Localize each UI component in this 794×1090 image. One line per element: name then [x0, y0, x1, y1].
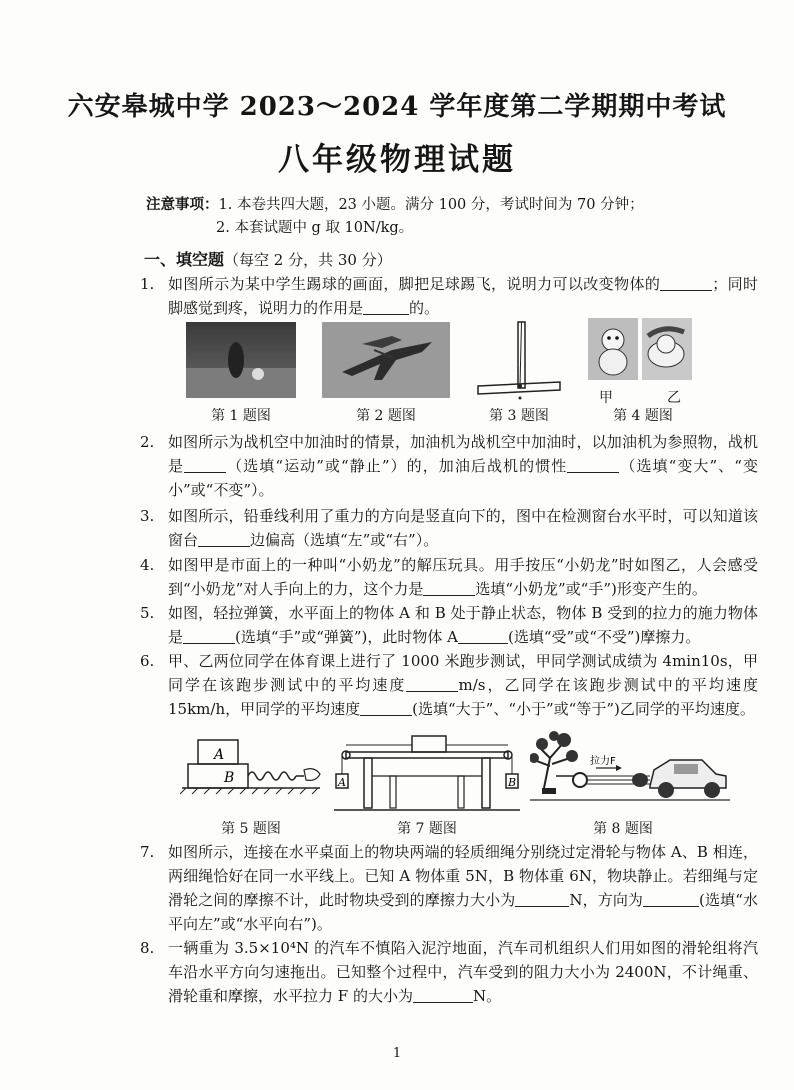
answer-blank[interactable] [360, 699, 412, 716]
question-text: 如图，轻拉弹簧，水平面上的物体 A 和 B 处于静止状态，物体 B 受到的拉力的施力物体是 [168, 604, 758, 646]
fig1-caption: 第 1 题图 [211, 408, 271, 424]
page-number: 1 [392, 1046, 402, 1061]
question-6 [140, 649, 758, 721]
fig7-label-b: B [508, 776, 517, 789]
question-number: 1. [140, 275, 155, 293]
question-text: N。 [472, 987, 502, 1005]
question-2 [140, 430, 758, 502]
fig4-caption: 第 4 题图 [613, 408, 673, 424]
section-heading [144, 247, 392, 270]
fig5-caption: 第 5 题图 [221, 821, 281, 837]
question-text: 边偏高（选填“左”或“右”）。 [250, 531, 439, 549]
question-7 [140, 840, 758, 936]
question-text: (选填“手”或“弹簧”)，此时物体 A [235, 628, 458, 646]
question-number: 8. [140, 939, 155, 957]
answer-blank[interactable] [406, 675, 458, 692]
question-3 [140, 504, 758, 552]
answer-blank[interactable] [198, 530, 250, 547]
answer-blank[interactable] [363, 298, 409, 315]
answer-blank[interactable] [643, 890, 699, 907]
fig4-label-jia: 甲 [599, 390, 613, 406]
fig4-toy-photos [588, 318, 692, 384]
question-text: 如图甲是市面上的一种叫“小奶龙”的解压玩具。用手按压“小奶龙”时如图乙，人会感受到“小奶龙”对人手向上的力，这个力是 [168, 556, 758, 598]
notes-item-1: 1. 本卷共四大题，23 小题。满分 100 分，考试时间为 70 分钟； [218, 197, 644, 213]
fig4-label-yi: 乙 [667, 390, 681, 406]
question-text: (选填“大于”、“小于”或“等于”)乙同学的平均速度。 [412, 700, 755, 718]
question-text: 如图所示，铅垂线利用了重力的方向是竖直向下的，图中在检测窗台水平时，可以知道该窗台 [168, 507, 758, 549]
fig3-caption: 第 3 题图 [489, 408, 549, 424]
fig2-refuel-photo [322, 322, 450, 398]
fig2-caption: 第 2 题图 [356, 408, 416, 424]
question-text: 如图所示，连接在水平桌面上的物块两端的轻质细绳分别绕过定滑轮与物体 A、B 相连，两细绳恰好在同一水平线上。已知 A 物体重 5N，B 物体重 6N，物块静止。若细绳与定滑轮之间的摩擦不计，此时物块受到的摩擦力大小为 [168, 843, 758, 909]
fig8-caption: 第 8 题图 [593, 821, 653, 837]
question-text: （选填“运动”或“静止”）的，加油后战机的惯性 [226, 457, 568, 475]
fig5-label-a: A [214, 747, 225, 763]
fig3-plumb-line [474, 318, 564, 400]
answer-blank[interactable] [660, 274, 712, 291]
question-number: 7. [140, 843, 155, 861]
exam-subtitle: 八年级物理试题 [278, 142, 516, 178]
question-number: 4. [140, 556, 155, 574]
question-number: 2. [140, 433, 155, 451]
question-text: 一辆重为 3.5×10⁴N 的汽车不慎陷入泥泞地面，汽车司机组织人们用如图的滑轮组将汽车沿水平方向匀速拖出。已知整个过程中，汽车受到的阻力大小为 2400N，不计绳重、滑轮重和摩擦，水平拉力 F 的大小为 [168, 939, 758, 1005]
section-title: 一、填空题 [144, 250, 225, 269]
answer-blank[interactable] [184, 456, 226, 473]
question-text: 如图所示为某中学生踢球的画面，脚把足球踢飞，说明力可以改变物体的 [168, 275, 661, 293]
question-text: 选填“小奶龙”或“手”)形变产生的。 [475, 580, 707, 598]
question-text: N，方向为 [569, 891, 644, 909]
answer-blank[interactable] [183, 627, 235, 644]
question-number: 3. [140, 507, 155, 525]
fig1-soccer-photo [186, 322, 296, 398]
question-text: 如图所示为战机空中加油时的情景，加油机为战机空中加油时，以加油机为参照物，战机是 [168, 433, 758, 475]
answer-blank[interactable] [567, 456, 619, 473]
exam-title: 六安皋城中学 2023～2024 学年度第二学期期中考试 [67, 92, 727, 122]
notes-item-2: 2. 本套试题中 g 取 10N/kg。 [216, 220, 414, 236]
answer-blank[interactable] [413, 986, 473, 1003]
question-4 [140, 553, 758, 601]
question-text: (选填“受”或“不受”)摩擦力。 [508, 628, 701, 646]
question-text: (选填“水平向左”或“水平向右”)。 [168, 891, 758, 933]
answer-blank[interactable] [458, 627, 508, 644]
question-1 [140, 272, 758, 320]
question-text: ；同时脚感觉到疼，说明力的作用是 [168, 275, 758, 317]
question-text: 甲、乙两位同学在体育课上进行了 1000 米跑步测试，甲同学测试成绩为 4min10s，甲同学在该跑步测试中的平均速度 [168, 652, 758, 694]
fig7-label-a: A [338, 776, 346, 789]
question-text: 的。 [409, 299, 440, 317]
notes-block [146, 193, 644, 240]
fig8-label-force: 拉力F [590, 756, 616, 767]
section-subtitle: （每空 2 分，共 30 分） [224, 251, 392, 269]
fig8-car-pulley-diagram [530, 730, 730, 812]
notes-label: 注意事项： [146, 196, 219, 213]
fig7-pulley-diagram [334, 730, 520, 816]
question-number: 5. [140, 604, 155, 622]
answer-blank[interactable] [515, 890, 569, 907]
question-5 [140, 601, 758, 649]
fig5-spring-diagram [180, 732, 326, 812]
question-text: m/s，乙同学在该跑步测试中的平均速度 15km/h，甲同学的平均速度 [168, 676, 758, 718]
question-8 [140, 936, 758, 1008]
fig5-label-b: B [224, 770, 235, 786]
question-number: 6. [140, 652, 155, 670]
fig7-caption: 第 7 题图 [397, 821, 457, 837]
question-text: （选填“变大”、“变小”或“不变”）。 [168, 457, 758, 499]
answer-blank[interactable] [423, 579, 475, 596]
